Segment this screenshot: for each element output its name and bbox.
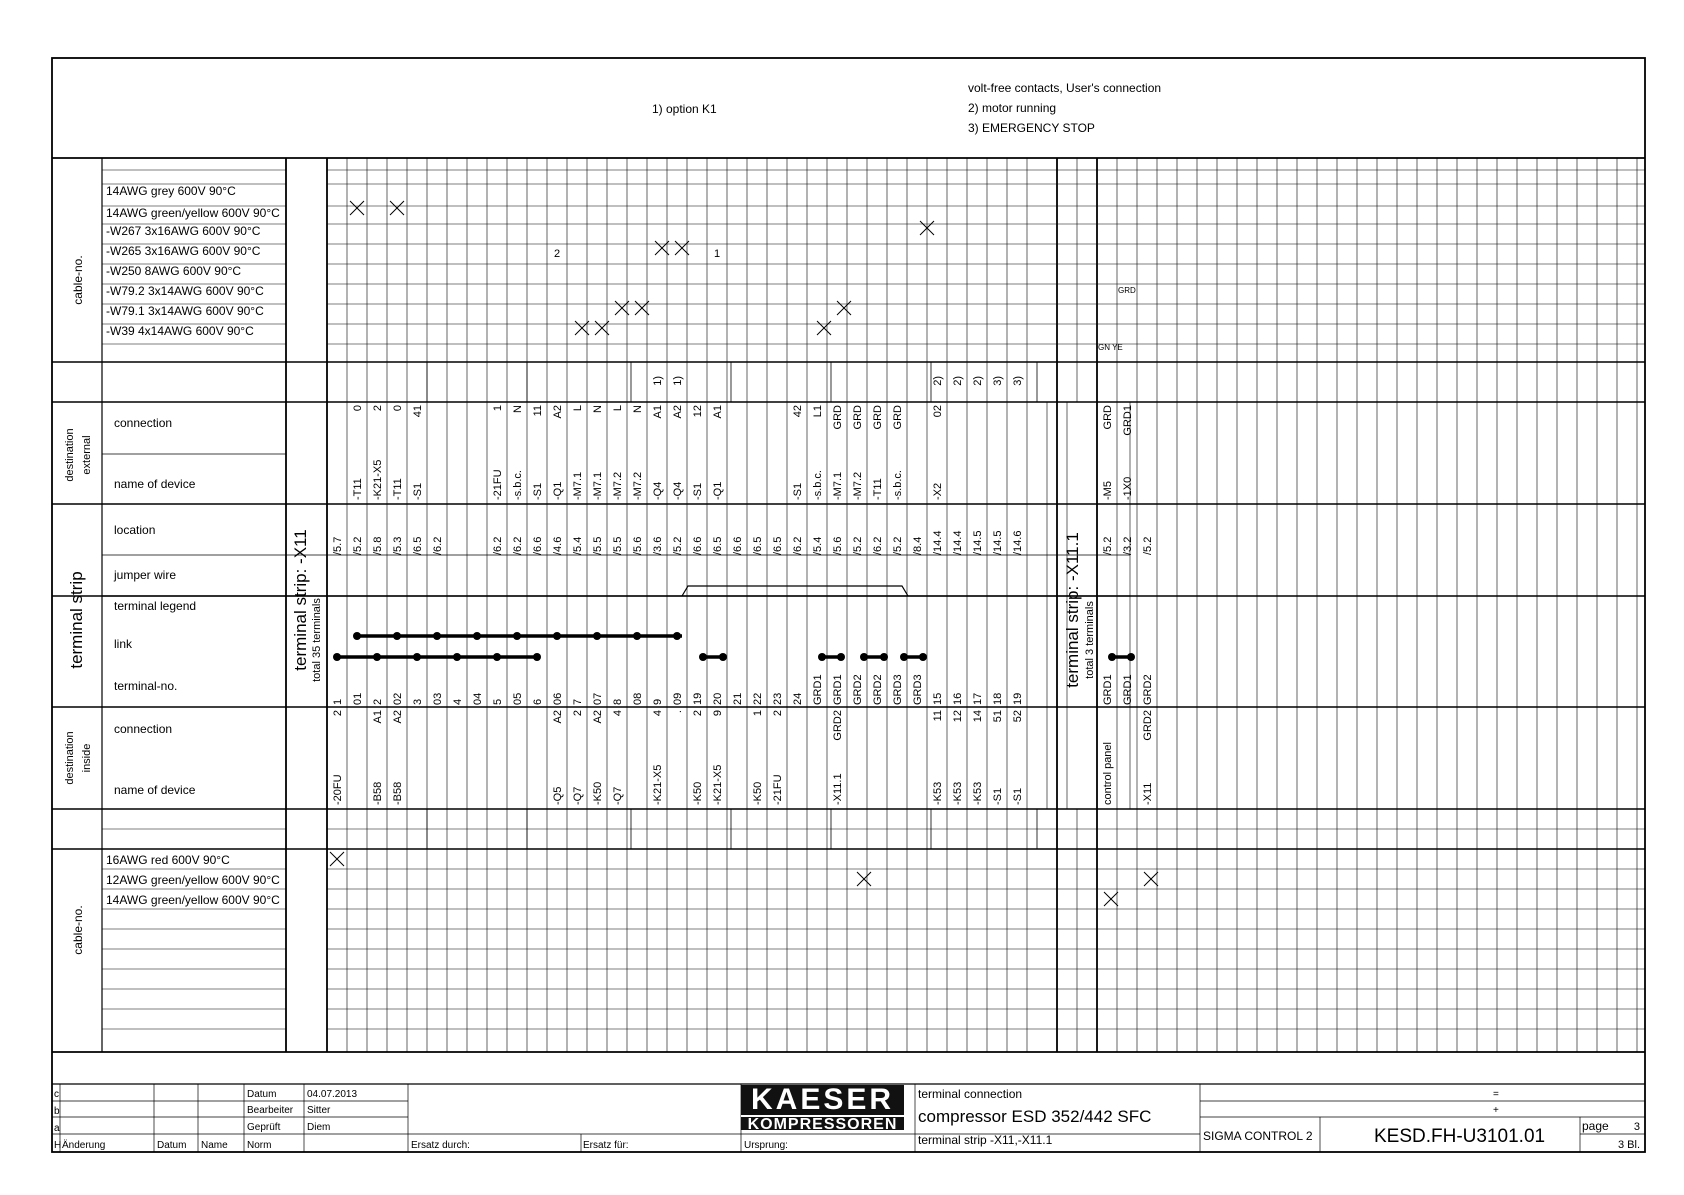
row-terminal-no: terminal-no.	[114, 679, 178, 693]
terminal-number: 07	[592, 692, 604, 705]
link-dot	[1108, 653, 1116, 661]
location-value: /5.2	[1142, 536, 1154, 555]
ext-connection: 0	[352, 405, 364, 412]
int-device: -20FU	[332, 774, 344, 805]
int-device: -K53	[972, 781, 984, 805]
terminal-number: 18	[992, 692, 1004, 705]
terminal-number: 15	[932, 692, 944, 705]
terminal-number: 21	[732, 692, 744, 705]
int-device: -B58	[372, 781, 384, 805]
link-dot	[860, 653, 868, 661]
terminal-number: 08	[632, 692, 644, 705]
lbl-geprueft: Geprüft	[247, 1122, 281, 1133]
int-connection: A1	[372, 710, 384, 724]
terminal-number: 01	[352, 692, 364, 705]
terminal-number: 20	[712, 692, 724, 705]
location-value: /5.6	[832, 536, 844, 555]
desc-line-2: compressor ESD 352/442 SFC	[918, 1107, 1152, 1126]
row-link: link	[114, 637, 133, 651]
int-connection: 4	[652, 710, 664, 717]
terminal-number: GRD1	[1122, 674, 1134, 705]
ext-connection: L	[572, 405, 584, 412]
int-device: control panel	[1102, 742, 1114, 805]
location-value: /5.4	[572, 536, 584, 555]
int-connection: 4	[612, 710, 624, 717]
gnye-label: GN YE	[1098, 343, 1123, 352]
row-name-of-device: name of device	[114, 477, 196, 491]
ext-connection: N	[592, 405, 604, 413]
val-geprueft: Diem	[307, 1122, 331, 1133]
terminal-number: 09	[672, 692, 684, 705]
ext-device: -s.b.c.	[892, 470, 904, 500]
int-device: -K53	[952, 781, 964, 805]
ext-device: -T11	[352, 478, 364, 500]
ext-connection: A1	[712, 405, 724, 419]
link-dot	[393, 632, 401, 640]
row-terminal-legend: terminal legend	[114, 599, 197, 613]
terminal-number: 16	[952, 692, 964, 705]
ext-connection: GRD	[832, 405, 844, 430]
ext-connection: 02	[932, 405, 944, 418]
ext-connection: 42	[792, 405, 804, 418]
option-marker: 2)	[952, 376, 964, 386]
location-value: /5.7	[332, 536, 344, 555]
ext-connection: A2	[552, 405, 564, 419]
terminal-number: 6	[532, 698, 544, 705]
location-value: /14.6	[1012, 530, 1024, 555]
terminal-number: 19	[1012, 692, 1024, 705]
location-value: /3.2	[1122, 536, 1134, 555]
location-value: /4.6	[552, 536, 564, 555]
terminal-number: GRD1	[1102, 674, 1114, 705]
location-value: /6.5	[412, 536, 424, 555]
terminal-strip-label: terminal strip	[67, 571, 86, 669]
revision-letter: H	[54, 1140, 62, 1151]
link-dot	[919, 653, 927, 661]
terminal-number: 4	[452, 698, 464, 705]
ext-device: -Q4	[652, 481, 664, 500]
terminal-number: 22	[752, 692, 764, 705]
int-connection: 12	[952, 710, 964, 723]
page-number: 3	[1633, 1121, 1640, 1133]
int-device: -K50	[592, 781, 604, 805]
int-connection: 2	[692, 710, 704, 717]
ext-connection: 11	[532, 405, 544, 417]
ersatz-durch: Ersatz durch:	[411, 1140, 470, 1151]
sheet-count: 3 Bl.	[1617, 1139, 1640, 1151]
ext-device: -M7.1	[832, 471, 844, 500]
int-connection: 14	[972, 710, 984, 723]
link-dot	[413, 653, 421, 661]
location-value: /5.6	[632, 536, 644, 555]
row-name-of-device-inside: name of device	[114, 783, 196, 797]
desc-line-1: terminal connection	[918, 1087, 1023, 1101]
location-value: /6.2	[792, 536, 804, 555]
int-device: -S1	[992, 787, 1004, 805]
int-device: -X11	[1142, 782, 1154, 805]
int-device: -K21-X5	[652, 764, 664, 805]
location-value: /14.5	[992, 530, 1004, 555]
ext-connection: N	[512, 405, 524, 413]
lbl-datum: Datum	[247, 1089, 277, 1100]
lbl-norm: Norm	[247, 1140, 272, 1151]
ext-device: -S1	[532, 482, 544, 500]
ext-connection: L1	[812, 405, 824, 418]
ursprung: Ursprung:	[744, 1140, 788, 1151]
link-dot	[553, 632, 561, 640]
strip1-total: total 35 terminals	[311, 598, 323, 682]
val-bearbeiter: Sitter	[307, 1105, 331, 1116]
terminal-number: 1	[332, 698, 344, 705]
terminal-number: 06	[552, 692, 564, 705]
ext-device: -21FU	[492, 469, 504, 500]
location-value: /5.3	[392, 536, 404, 555]
grd-label: GRD	[1118, 286, 1136, 295]
location-value: /5.2	[352, 536, 364, 555]
int-device: -X11.1	[832, 773, 844, 805]
link-dot	[433, 632, 441, 640]
cable-top-label: -W39 4x14AWG 600V 90°C	[106, 324, 254, 338]
terminal-number: 24	[792, 692, 804, 705]
option-marker: 3)	[1012, 376, 1024, 386]
location-value: /6.5	[772, 536, 784, 555]
location-value: /3.6	[652, 536, 664, 555]
cable-top-label: 14AWG green/yellow 600V 90°C	[106, 206, 280, 220]
col-datum: Datum	[157, 1140, 187, 1151]
col-name: Name	[201, 1140, 228, 1151]
location-value: /5.2	[1102, 536, 1114, 555]
terminal-number: GRD2	[852, 674, 864, 705]
ext-device: -T11	[872, 478, 884, 500]
terminal-number: GRD2	[1142, 674, 1154, 705]
location-value: /5.8	[372, 536, 384, 555]
revision-letter: a	[54, 1123, 60, 1134]
ext-connection: 0	[392, 405, 404, 412]
int-connection: 51	[992, 710, 1004, 723]
terminal-number: 19	[692, 692, 704, 705]
terminal-number: GRD3	[912, 674, 924, 705]
plus-field: +	[1493, 1105, 1499, 1116]
int-device: -B58	[392, 781, 404, 805]
destination-inside-label: destination	[64, 731, 76, 785]
location-value: /6.2	[512, 536, 524, 555]
int-device: -21FU	[772, 774, 784, 805]
ext-device: -1X0	[1122, 476, 1134, 500]
int-device: -Q5	[552, 786, 564, 805]
terminal-number: GRD1	[812, 674, 824, 705]
strip2-title: terminal strip: -X11.1	[1063, 532, 1082, 688]
link-dot	[673, 632, 681, 640]
terminal-number: 03	[432, 692, 444, 705]
row-connection: connection	[114, 416, 173, 430]
terminal-number: 2	[372, 698, 384, 705]
terminal-number: 7	[572, 698, 584, 705]
int-device: -K50	[692, 781, 704, 805]
terminal-number: 02	[392, 692, 404, 705]
col-aenderung: Änderung	[62, 1140, 106, 1151]
ext-device: -s.b.c.	[512, 470, 524, 500]
destination-external-label: external	[81, 435, 93, 475]
location-value: /6.2	[432, 536, 444, 555]
cable-top-label: 14AWG grey 600V 90°C	[106, 184, 236, 198]
kaeser-logo	[741, 1083, 904, 1133]
logo-bottom-text: KOMPRESSOREN	[741, 1115, 904, 1133]
location-value: /6.2	[872, 536, 884, 555]
cable-top-label: -W267 3x16AWG 600V 90°C	[106, 224, 261, 238]
int-connection: A2	[552, 710, 564, 724]
strip1-title: terminal strip: -X11	[291, 529, 310, 671]
location-value: /14.5	[972, 530, 984, 555]
system-name: SIGMA CONTROL 2	[1203, 1129, 1313, 1143]
terminal-number: 3	[412, 698, 424, 705]
int-connection: 1	[752, 710, 764, 717]
option-marker: 3)	[992, 376, 1004, 386]
int-device: -Q7	[612, 786, 624, 805]
location-value: /6.6	[692, 536, 704, 555]
location-value: /5.2	[672, 536, 684, 555]
location-value: /5.4	[812, 536, 824, 555]
link-dot	[837, 653, 845, 661]
int-device: -K53	[932, 781, 944, 805]
emergency-stop-note: 3) EMERGENCY STOP	[968, 121, 1095, 135]
link-dot	[353, 632, 361, 640]
row-jumper-wire: jumper wire	[114, 568, 177, 582]
int-connection: 2	[572, 710, 584, 717]
ext-device: -S1	[412, 482, 424, 500]
link-dot	[373, 653, 381, 661]
ext-connection: GRD	[872, 405, 884, 430]
link-dot	[719, 653, 727, 661]
logo-top-text: KAESER	[750, 1083, 895, 1116]
cable-top-label: -W265 3x16AWG 600V 90°C	[106, 244, 261, 258]
desc-line-3: terminal strip -X11,-X11.1	[918, 1133, 1053, 1147]
row-location: location	[114, 523, 156, 537]
revision-letter: c	[54, 1089, 59, 1100]
int-connection: 2	[772, 710, 784, 717]
ext-device: -Q4	[672, 481, 684, 500]
ersatz-fuer: Ersatz für:	[583, 1140, 629, 1151]
location-value: /14.4	[952, 530, 964, 555]
int-device: -S1	[1012, 787, 1024, 805]
link-dot	[880, 653, 888, 661]
link-dot	[493, 653, 501, 661]
terminal-number: 5	[492, 698, 504, 705]
location-value: /5.2	[892, 536, 904, 555]
ext-device: -M7.2	[612, 471, 624, 500]
int-connection: GRD2	[832, 710, 844, 741]
ext-connection: A1	[652, 405, 664, 419]
location-value: /6.6	[532, 536, 544, 555]
int-connection: A2	[592, 710, 604, 724]
location-value: /6.5	[752, 536, 764, 555]
location-value: /5.5	[612, 536, 624, 555]
terminal-number: 9	[652, 698, 664, 705]
ext-device: -M7.1	[592, 471, 604, 500]
ext-device: -K21-X5	[372, 459, 384, 500]
option-marker: 2)	[972, 376, 984, 386]
link-dot	[1127, 653, 1135, 661]
ext-device: -M7.1	[572, 471, 584, 500]
location-value: /5.5	[592, 536, 604, 555]
link-dot	[900, 653, 908, 661]
val-datum: 04.07.2013	[307, 1089, 358, 1100]
int-device: -Q7	[572, 786, 584, 805]
ext-device: -S1	[692, 482, 704, 500]
ext-device: -Q1	[552, 481, 564, 500]
ext-device: -M7.2	[632, 471, 644, 500]
ext-device: -X2	[932, 482, 944, 500]
int-device: -K21-X5	[712, 764, 724, 805]
cable-bottom-label: 14AWG green/yellow 600V 90°C	[106, 893, 280, 907]
destination-inside-label: inside	[81, 743, 93, 773]
location-value: /6.5	[712, 536, 724, 555]
destination-external-label: destination	[64, 428, 76, 482]
jumper-wire	[682, 586, 908, 596]
ext-device: -T11	[392, 478, 404, 500]
page-label: page	[1582, 1119, 1609, 1133]
ext-device: -s.b.c.	[812, 470, 824, 500]
row-connection-inside: connection	[114, 722, 173, 736]
link-dot	[473, 632, 481, 640]
cable-top-label: -W79.2 3x14AWG 600V 90°C	[106, 284, 264, 298]
link-dot	[333, 653, 341, 661]
link-dot	[633, 632, 641, 640]
cable-no-label-bottom: cable-no.	[71, 905, 85, 955]
cable-top-label: -W250 8AWG 600V 90°C	[106, 264, 242, 278]
cable-bottom-label: 12AWG green/yellow 600V 90°C	[106, 873, 280, 887]
equals-field: =	[1493, 1089, 1499, 1100]
location-value: /5.2	[852, 536, 864, 555]
option-marker: 2)	[932, 376, 944, 386]
drawing-number: KESD.FH-U3101.01	[1374, 1126, 1546, 1147]
cable-no-label: cable-no.	[71, 255, 85, 305]
ext-device: -M7.2	[852, 471, 864, 500]
link-dot	[533, 653, 541, 661]
terminal-number: 05	[512, 692, 524, 705]
int-connection: A2	[392, 710, 404, 724]
ext-connection: L	[612, 405, 624, 412]
link-dot	[513, 632, 521, 640]
ext-connection: A2	[672, 405, 684, 419]
int-connection: 11	[932, 710, 944, 722]
cable-count: 1	[713, 248, 721, 260]
int-connection: .	[672, 710, 684, 714]
cable-bottom-label: 16AWG red 600V 90°C	[106, 853, 230, 867]
strip2-total: total 3 terminals	[1084, 601, 1096, 679]
ext-connection: GRD	[852, 405, 864, 430]
terminal-number: GRD2	[872, 674, 884, 705]
location-value: /14.4	[932, 530, 944, 555]
ext-connection: 41	[412, 405, 424, 418]
int-connection: 2	[332, 710, 344, 717]
int-connection: 9	[712, 710, 724, 717]
ext-connection: 1	[492, 405, 504, 412]
link-dot	[593, 632, 601, 640]
terminal-number: 8	[612, 698, 624, 705]
ext-connection: GRD	[892, 405, 904, 430]
volt-free-note: volt-free contacts, User's connection	[968, 81, 1162, 95]
ext-device: -S1	[792, 482, 804, 500]
cable-count: 2	[553, 248, 561, 260]
revision-letter: b	[54, 1106, 60, 1117]
terminal-number: GRD3	[892, 674, 904, 705]
motor-running-note: 2) motor running	[968, 101, 1057, 115]
location-value: /6.6	[732, 536, 744, 555]
ext-connection: 2	[372, 405, 384, 412]
location-value: /6.2	[492, 536, 504, 555]
terminal-number: 04	[472, 692, 484, 705]
terminal-number: 17	[972, 692, 984, 705]
option-note: 1) option K1	[652, 102, 717, 116]
cable-top-label: -W79.1 3x14AWG 600V 90°C	[106, 304, 264, 318]
ext-connection: GRD	[1102, 405, 1114, 430]
ext-connection: 12	[692, 405, 704, 418]
link-dot	[453, 653, 461, 661]
int-device: -K50	[752, 781, 764, 805]
terminal-number: 23	[772, 692, 784, 705]
option-marker: 1)	[652, 376, 664, 386]
ext-device: -Q1	[712, 481, 724, 500]
ext-connection: N	[632, 405, 644, 413]
link-dot	[818, 653, 826, 661]
terminal-number: GRD1	[832, 674, 844, 705]
ext-connection: GRD1	[1122, 405, 1134, 436]
int-connection: 52	[1012, 710, 1024, 723]
lbl-bearbeiter: Bearbeiter	[247, 1105, 294, 1116]
int-connection: GRD2	[1142, 710, 1154, 741]
link-dot	[699, 653, 707, 661]
option-marker: 1)	[672, 376, 684, 386]
ext-device: -M5	[1102, 481, 1114, 500]
location-value: /8.4	[912, 536, 924, 555]
